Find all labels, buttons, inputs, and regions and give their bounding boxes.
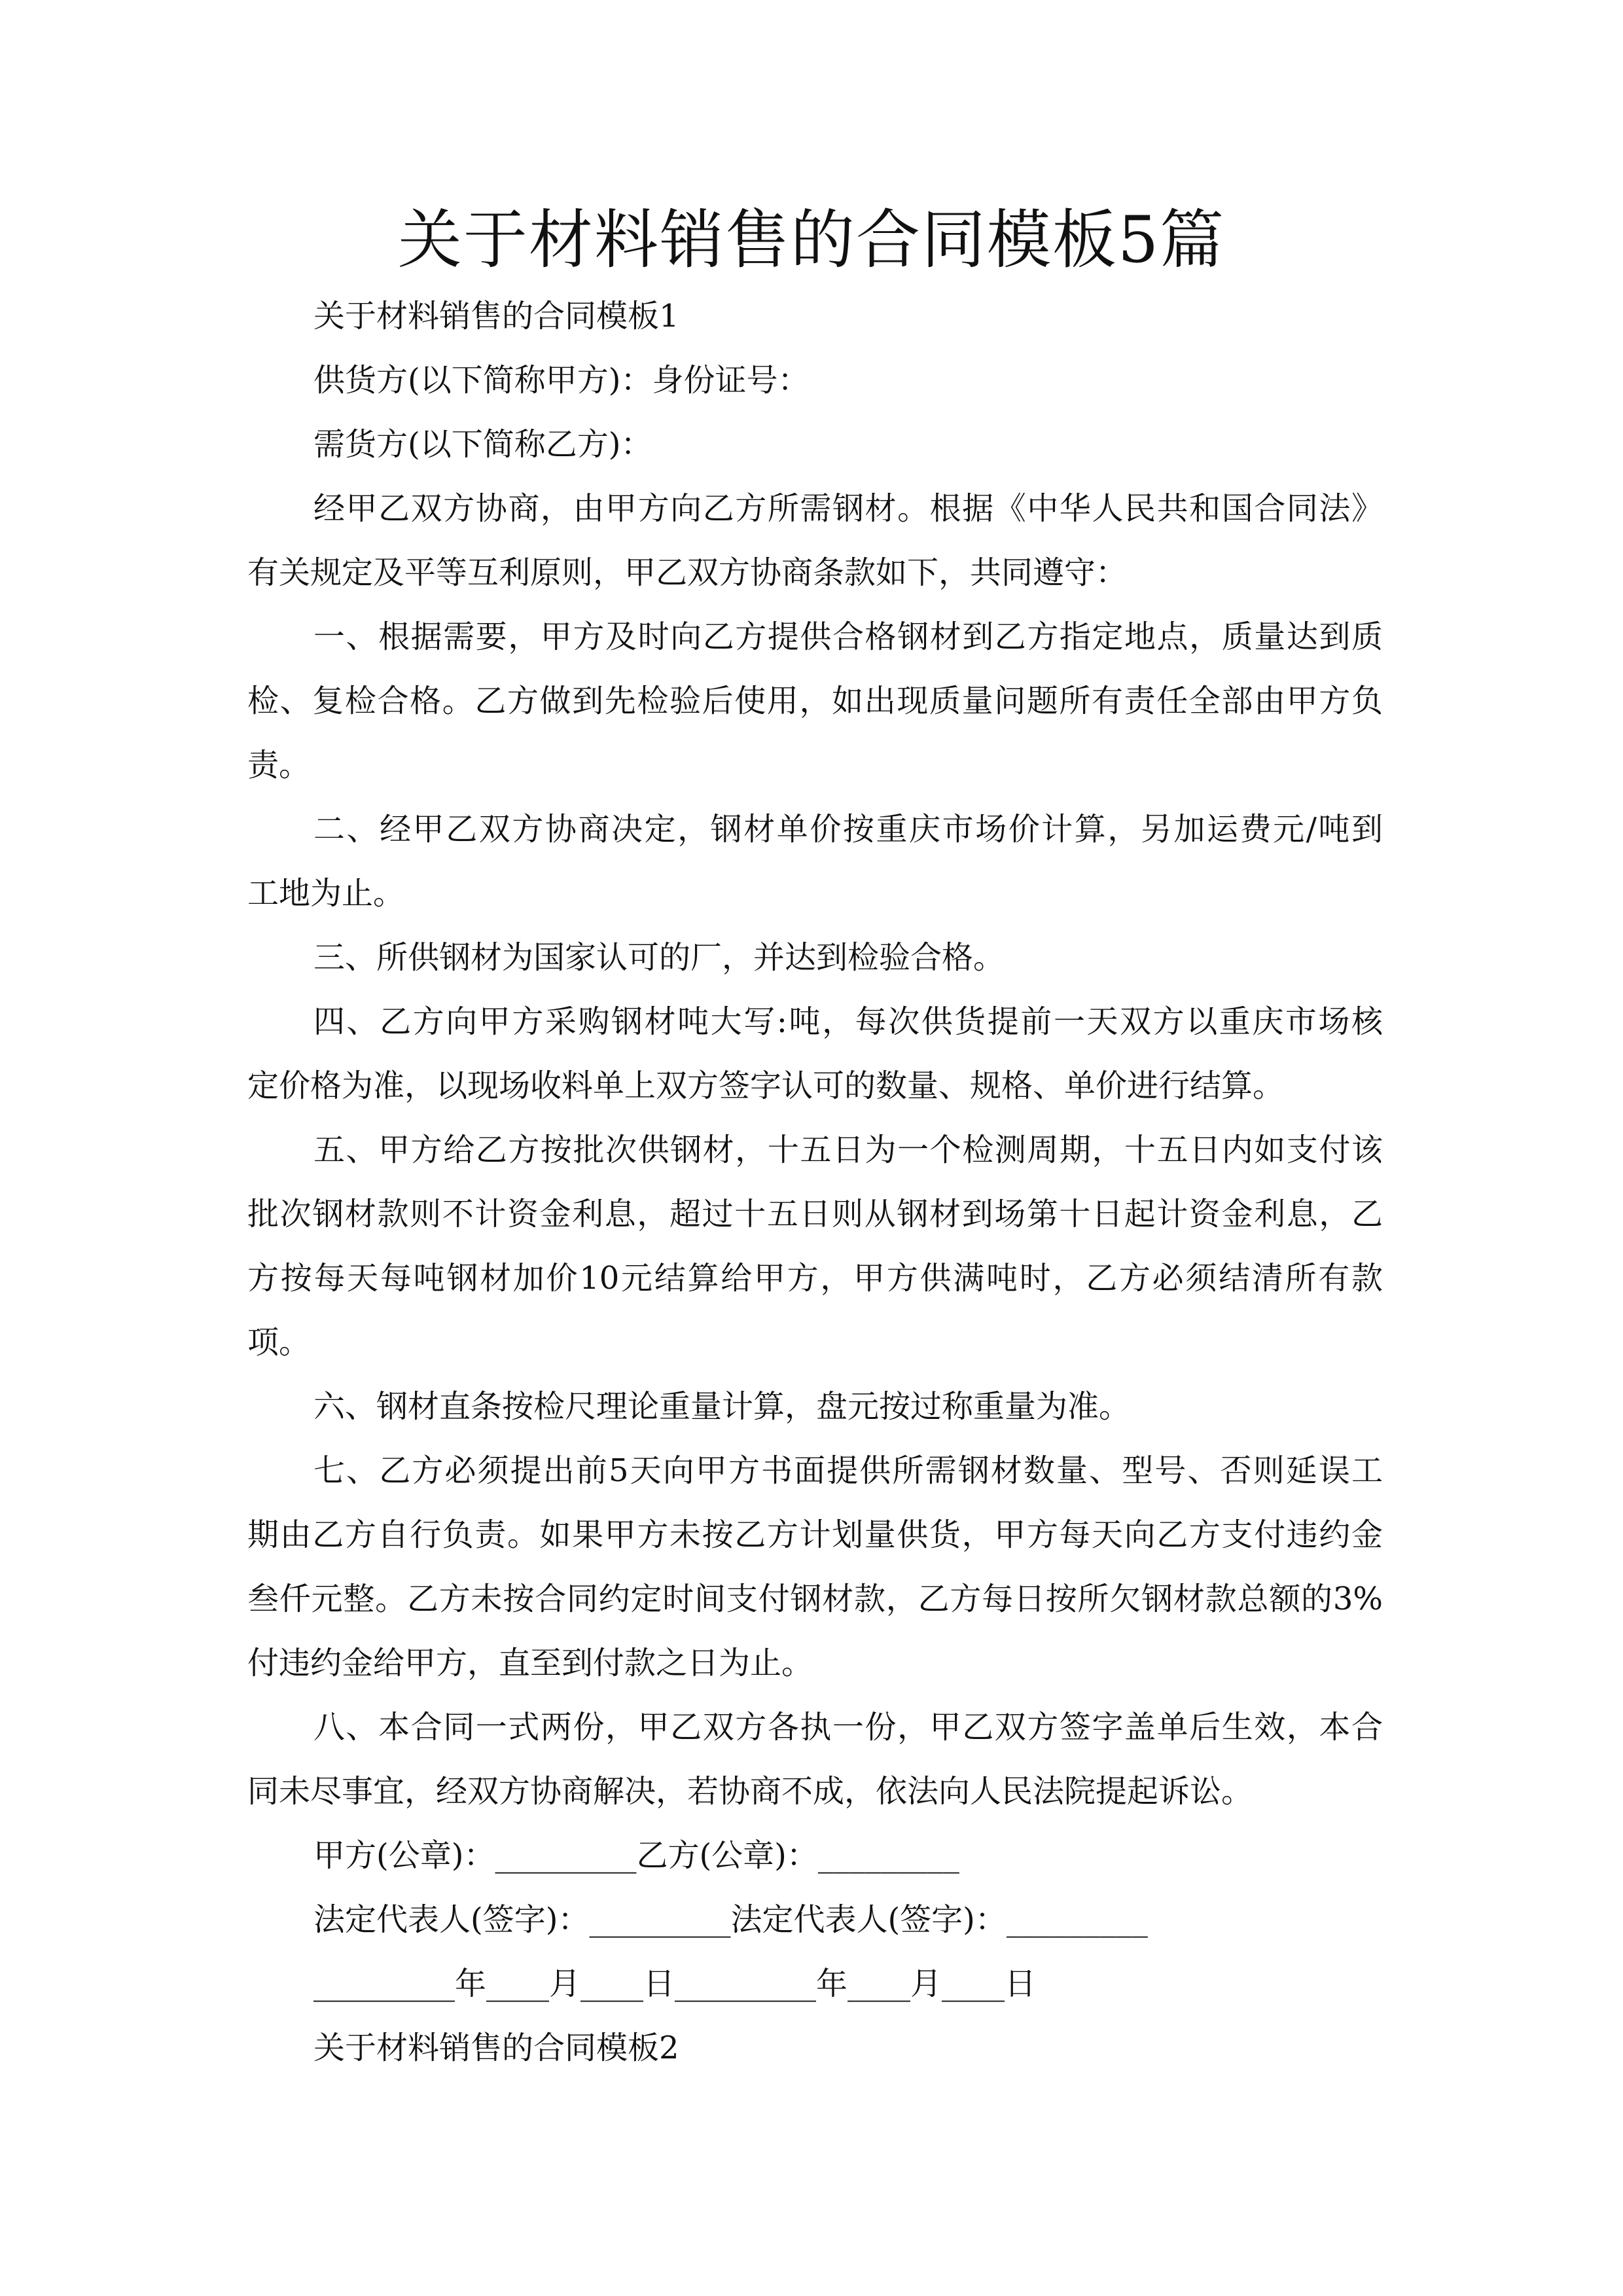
text-line: 关于材料销售的合同模板1	[313, 298, 679, 334]
text-line: 付违约金给甲方，直至到付款之日为止。	[247, 1645, 813, 1681]
paragraph	[247, 1118, 1383, 1374]
text-line: 有关规定及平等互利原则，甲乙双方协商条款如下，共同遵守：	[247, 554, 1128, 591]
paragraph	[247, 1888, 1383, 1952]
text-line: 期由乙方自行负责。如果甲方未按乙方计划量供货，甲方每天向乙方支付违约金	[247, 1516, 1383, 1553]
paragraph	[247, 1695, 1383, 1823]
text-line: 供货方(以下简称甲方)：身份证号：	[313, 362, 810, 399]
text-line: 法定代表人(签字)：_________法定代表人(签字)：_________	[313, 1901, 1148, 1938]
text-line: 定价格为准，以现场收料单上双方签字认可的数量、规格、单价进行结算。	[247, 1067, 1285, 1104]
text-line: 六、钢材直条按检尺理论重量计算，盘元按过称重量为准。	[313, 1388, 1131, 1425]
text-line: 同未尽事宜，经双方协商解决，若协商不成，依法向人民法院提起诉讼。	[247, 1773, 1253, 1810]
text-line: 检、复检合格。乙方做到先检验后使用，如出现质量问题所有责任全部由甲方负	[247, 683, 1383, 719]
text-line: 甲方(公章)：_________乙方(公章)：_________	[313, 1837, 959, 1874]
paragraph	[247, 284, 1383, 348]
paragraph	[247, 412, 1383, 476]
text-line: _________年____月____日_________年____月____日	[313, 1965, 1037, 2002]
text-line: 三、所供钢材为国家认可的厂，并达到检验合格。	[313, 939, 1005, 976]
text-line: 二、经甲乙双方协商决定，钢材单价按重庆市场价计算，另加运费元/吨到	[313, 811, 1383, 848]
text-line: 四、乙方向甲方采购钢材吨大写:吨，每次供货提前一天双方以重庆市场核	[313, 1003, 1383, 1040]
paragraph	[247, 1439, 1383, 1695]
text-line: 需货方(以下简称乙方)：	[313, 426, 652, 463]
text-line: 工地为止。	[247, 875, 405, 912]
paragraph	[247, 2016, 1383, 2080]
text-line: 七、乙方必须提出前5天向甲方书面提供所需钢材数量、型号、否则延误工	[313, 1452, 1383, 1489]
paragraph	[247, 990, 1383, 1118]
text-line: 一、根据需要，甲方及时向乙方提供合格钢材到乙方指定地点，质量达到质	[313, 619, 1383, 655]
text-line: 项。	[247, 1324, 311, 1361]
text-line: 经甲乙双方协商，由甲方向乙方所需钢材。根据《中华人民共和国合同法》	[313, 490, 1383, 527]
text-line: 五、甲方给乙方按批次供钢材，十五日为一个检测周期，十五日内如支付该	[313, 1132, 1383, 1168]
document-title: 关于材料销售的合同模板5篇	[397, 203, 1226, 278]
paragraph	[247, 1374, 1383, 1439]
text-line: 关于材料销售的合同模板2	[313, 2030, 679, 2066]
paragraph	[247, 925, 1383, 990]
paragraph	[247, 476, 1383, 605]
paragraph	[247, 797, 1383, 925]
paragraph	[247, 1952, 1383, 2016]
text-line: 八、本合同一式两份，甲乙双方各执一份，甲乙双方签字盖单后生效，本合	[313, 1709, 1383, 1746]
text-line: 批次钢材款则不计资金利息，超过十五日则从钢材到场第十日起计资金利息，乙	[247, 1196, 1383, 1232]
document-body	[247, 284, 1383, 2080]
text-line: 叁仟元整。乙方未按合同约定时间支付钢材款，乙方每日按所欠钢材款总额的3%	[247, 1581, 1383, 1617]
paragraph	[247, 1823, 1383, 1888]
text-line: 责。	[247, 747, 311, 783]
text-line: 方按每天每吨钢材加价10元结算给甲方，甲方供满吨时，乙方必须结清所有款	[247, 1260, 1383, 1297]
paragraph	[247, 348, 1383, 412]
paragraph	[247, 605, 1383, 797]
